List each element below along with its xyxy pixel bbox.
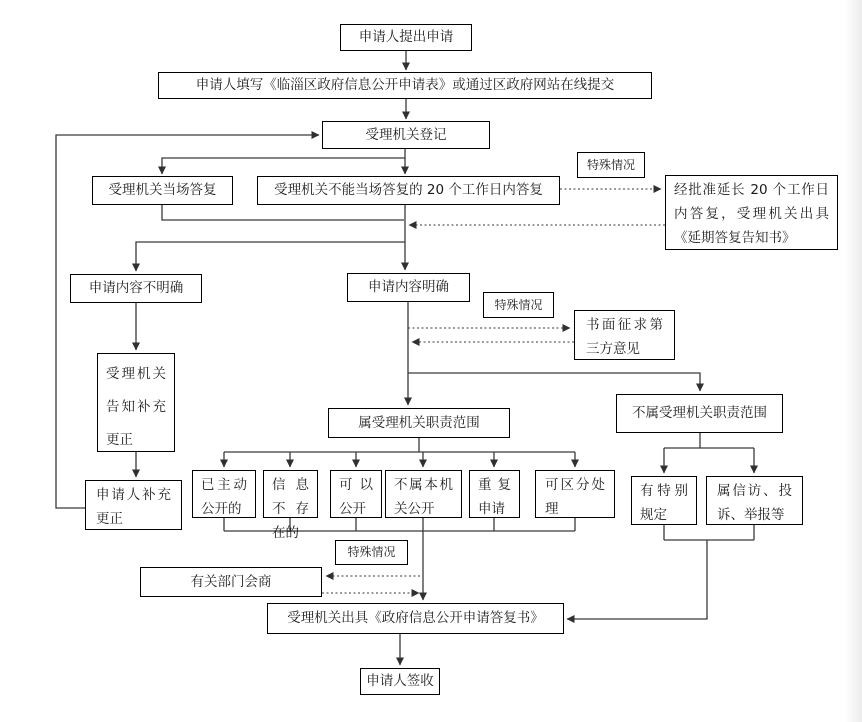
node-out-of-scope: 不属受理机关职责范围 [616, 394, 783, 433]
node-special-rule: 有特别规定 [631, 476, 697, 525]
node-info-nonexistent: 信息不存在的 [263, 470, 318, 518]
label-special-case-mid: 特殊情况 [483, 292, 554, 318]
node-notify-supplement: 受理机关告知补充更正 [97, 353, 175, 452]
node-onspot-reply: 受理机关当场答复 [92, 176, 233, 205]
node-already-published: 已主动公开的 [192, 470, 256, 518]
node-issue-reply: 受理机关出具《政府信息公开申请答复书》 [267, 603, 564, 634]
node-in-scope: 属受理机关职责范围 [328, 408, 510, 438]
node-reply-within-20: 受理机关不能当场答复的 20 个工作日内答复 [257, 176, 560, 205]
node-content-clear: 申请内容明确 [347, 273, 470, 302]
node-petition: 属信访、投诉、举报等 [706, 476, 803, 525]
node-not-this-organ: 不属本机关公开 [385, 470, 462, 518]
label-special-case-bottom: 特殊情况 [335, 540, 408, 565]
node-extend-reply: 经批准延长 20 个工作日内答复，受理机关出具《延期答复告知书》 [665, 175, 838, 250]
node-apply: 申请人提出申请 [340, 24, 472, 51]
node-divisible: 可区分处理 [535, 470, 615, 518]
node-register: 受理机关登记 [322, 121, 490, 149]
node-content-unclear: 申请内容不明确 [70, 274, 202, 303]
node-can-disclose: 可以公开 [330, 470, 382, 518]
node-applicant-supplement: 申请人补充更正 [85, 480, 182, 530]
node-sign-receipt: 申请人签收 [360, 668, 440, 695]
label-special-case-top: 特殊情况 [577, 152, 645, 178]
node-dept-consult: 有关部门会商 [140, 567, 322, 597]
node-repeat-apply: 重复申请 [469, 470, 520, 518]
node-third-party-opinion: 书面征求第三方意见 [574, 310, 675, 360]
node-fill-form: 申请人填写《临淄区政府信息公开申请表》或通过区政府网站在线提交 [158, 72, 652, 99]
